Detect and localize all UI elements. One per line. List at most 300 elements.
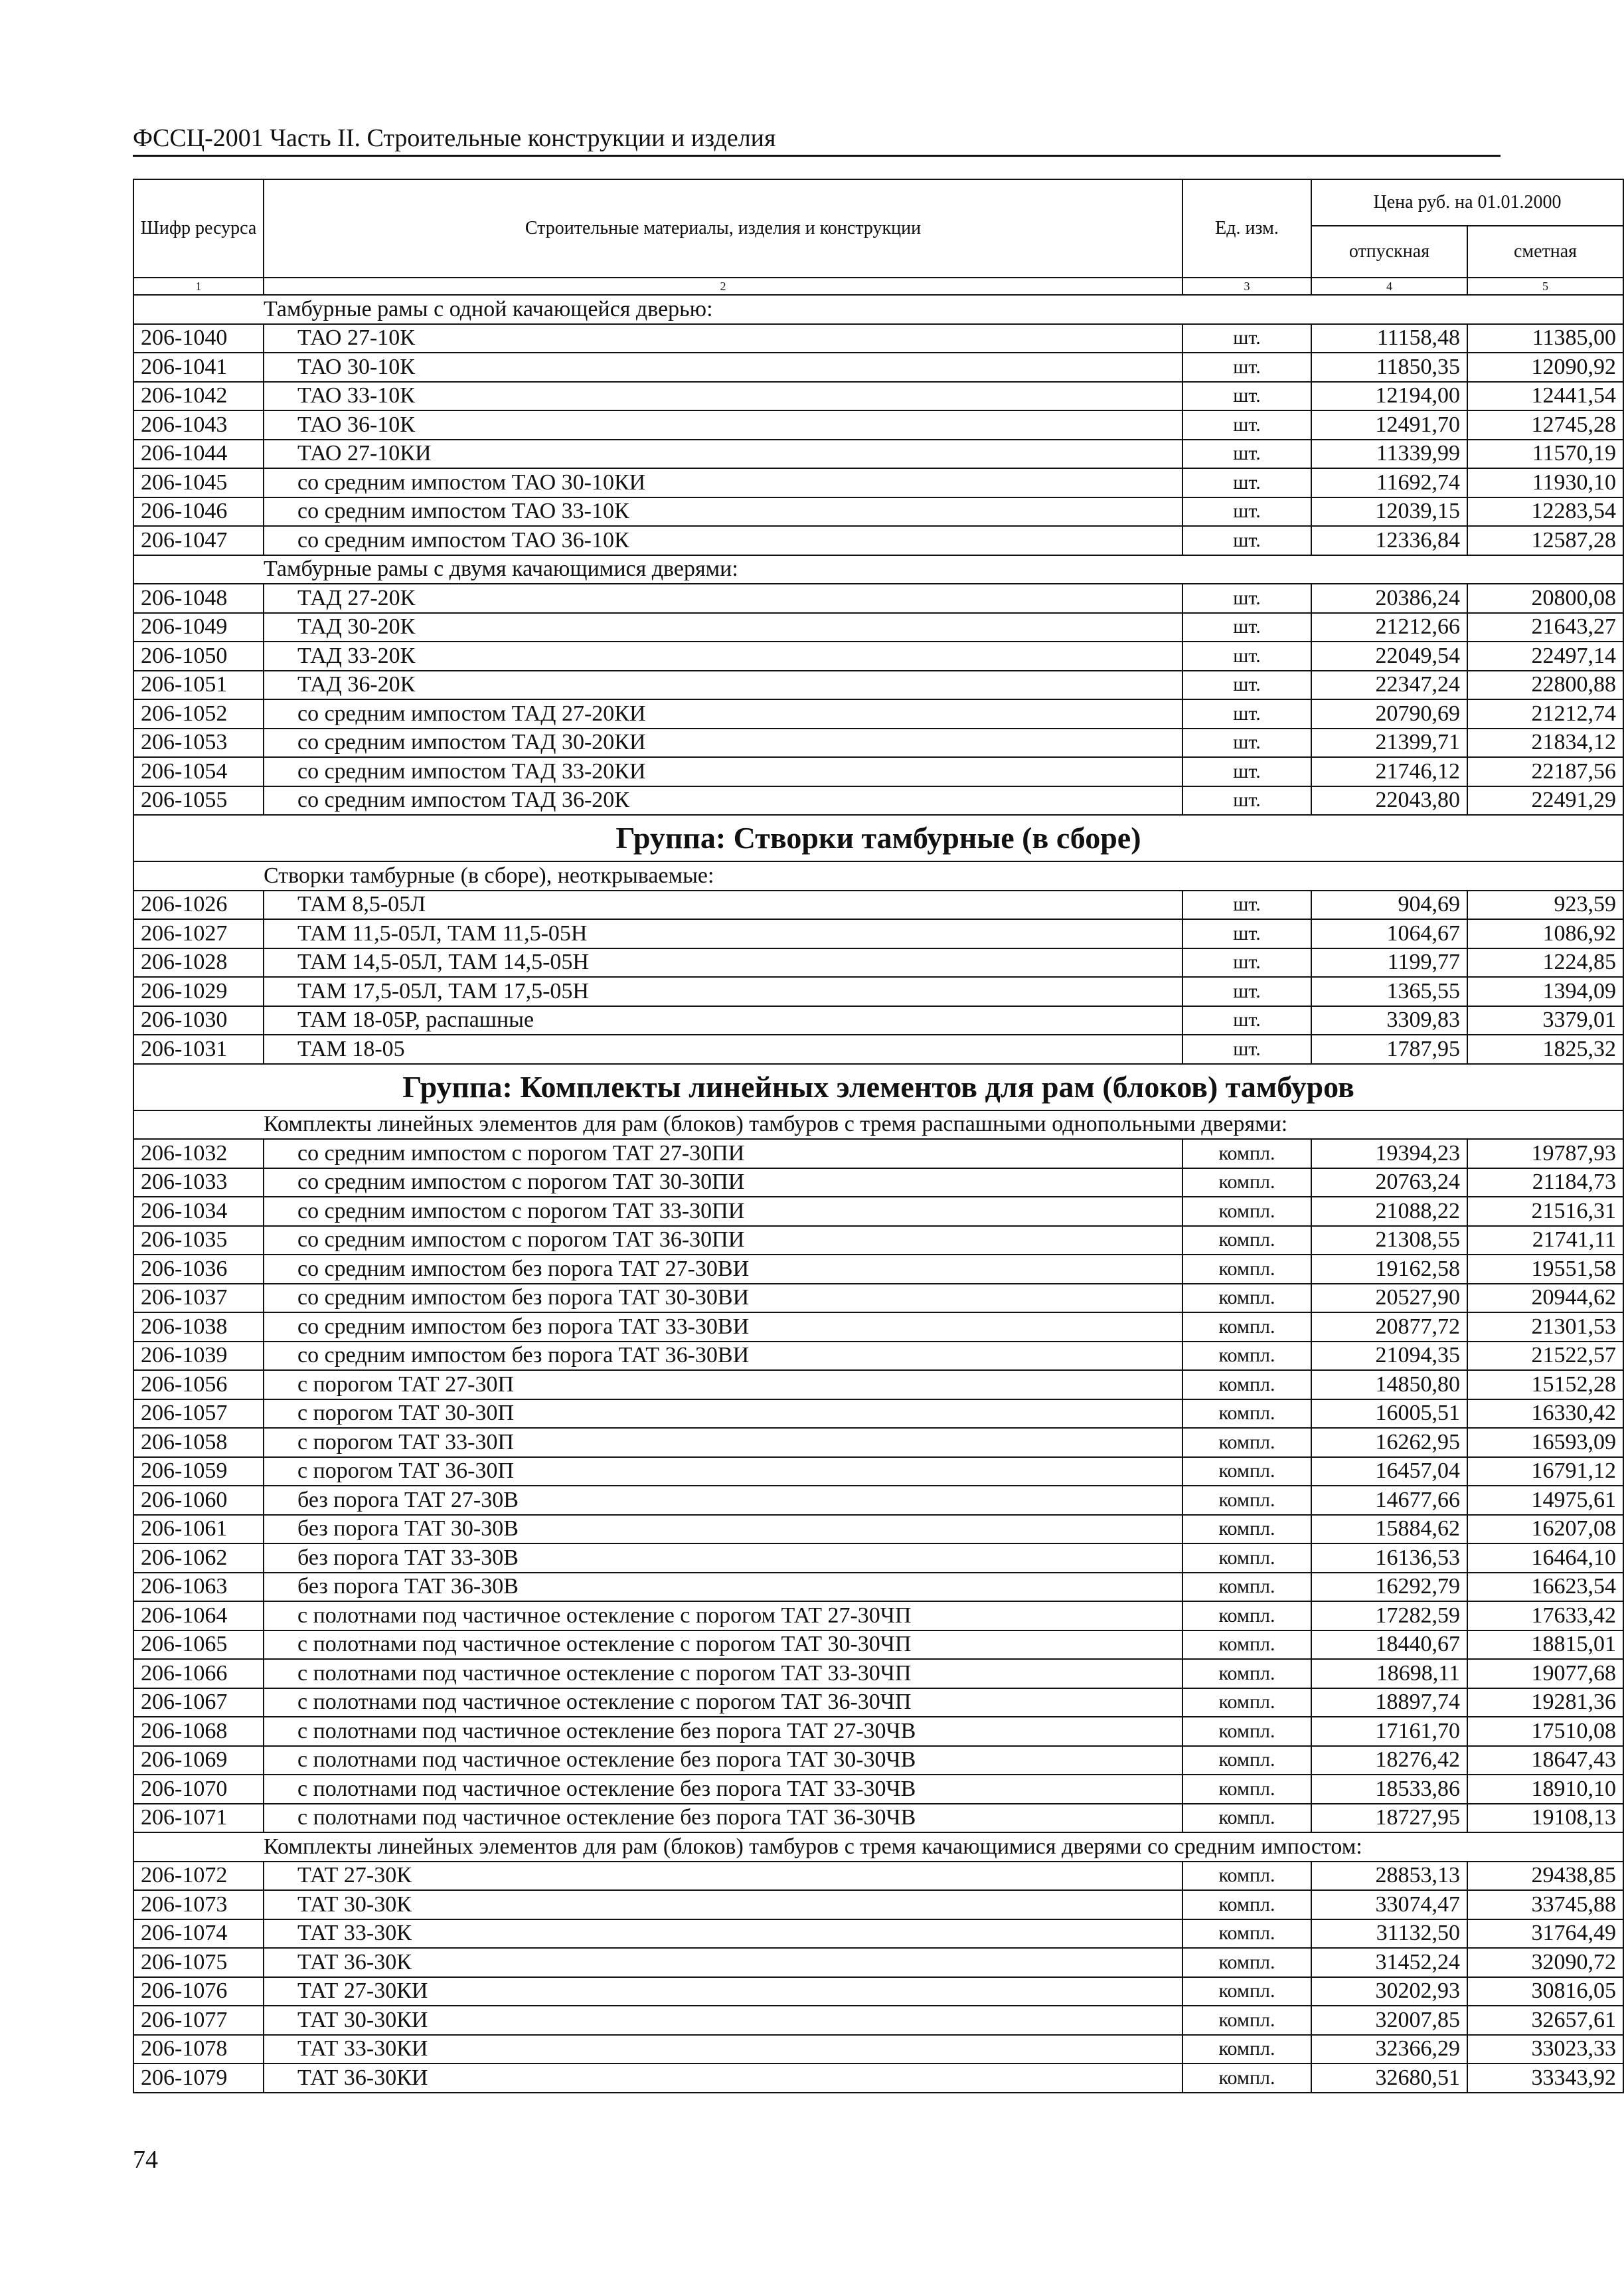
column-number: 2: [264, 278, 1182, 295]
page-number: 74: [133, 2146, 158, 2174]
estimate-price: 21516,31: [1467, 1197, 1623, 1226]
unit: шт.: [1182, 613, 1311, 642]
resource-code: 206-1071: [133, 1804, 264, 1833]
table-row: [133, 1977, 1623, 2006]
table-row: [133, 1312, 1623, 1342]
unit: компл.: [1182, 1255, 1311, 1284]
table-row: [133, 1775, 1623, 1804]
estimate-price: 33023,33: [1467, 2035, 1623, 2064]
unit: шт.: [1182, 584, 1311, 613]
unit: компл.: [1182, 1948, 1311, 1977]
unit: шт.: [1182, 919, 1311, 948]
estimate-price: 22800,88: [1467, 671, 1623, 700]
release-price: 18440,67: [1311, 1630, 1467, 1660]
unit: шт.: [1182, 382, 1311, 411]
resource-code: 206-1076: [133, 1977, 264, 2006]
resource-code: 206-1067: [133, 1688, 264, 1717]
unit: компл.: [1182, 2035, 1311, 2064]
release-price: 12039,15: [1311, 497, 1467, 527]
item-name: со средним импостом с порогом ТАТ 36-30ПИ: [264, 1226, 1182, 1255]
estimate-price: 20944,62: [1467, 1284, 1623, 1313]
resource-code: 206-1026: [133, 891, 264, 920]
resource-code: 206-1047: [133, 526, 264, 555]
release-price: 11158,48: [1311, 324, 1467, 353]
table-row: [133, 526, 1623, 555]
table-row: [133, 1601, 1623, 1630]
item-name: со средним импостом ТАО 36-10К: [264, 526, 1182, 555]
item-name: ТАО 30-10К: [264, 353, 1182, 382]
item-name: со средним импостом ТАО 33-10К: [264, 497, 1182, 527]
resource-code: 206-1063: [133, 1573, 264, 1602]
resource-code: 206-1075: [133, 1948, 264, 1977]
resource-code: 206-1053: [133, 729, 264, 758]
table-row: [133, 729, 1623, 758]
release-price: 30202,93: [1311, 1977, 1467, 2006]
release-price: 32366,29: [1311, 2035, 1467, 2064]
release-price: 19394,23: [1311, 1139, 1467, 1168]
table-row: [133, 468, 1623, 497]
unit: шт.: [1182, 977, 1311, 1006]
table-row: [133, 1255, 1623, 1284]
estimate-price: 21212,74: [1467, 699, 1623, 729]
item-name: ТАТ 33-30К: [264, 1919, 1182, 1949]
table-row: [133, 1543, 1623, 1573]
unit: компл.: [1182, 1342, 1311, 1371]
header-price: Цена руб. на 01.01.2000: [1311, 179, 1623, 226]
unit: компл.: [1182, 1688, 1311, 1717]
estimate-price: 12283,54: [1467, 497, 1623, 527]
subsection-heading-row: [133, 861, 1623, 891]
resource-code: 206-1070: [133, 1775, 264, 1804]
release-price: 16292,79: [1311, 1573, 1467, 1602]
estimate-price: 21834,12: [1467, 729, 1623, 758]
group-title: Группа: Комплекты линейных элементов для рам (блоков) тамбуров: [133, 1064, 1623, 1110]
group-title: Группа: Створки тамбурные (в сборе): [133, 815, 1623, 861]
table-row: [133, 1948, 1623, 1977]
resource-code: 206-1079: [133, 2063, 264, 2093]
resource-code: 206-1029: [133, 977, 264, 1006]
estimate-price: 19551,58: [1467, 1255, 1623, 1284]
table-row: [133, 699, 1623, 729]
release-price: 20386,24: [1311, 584, 1467, 613]
release-price: 1787,95: [1311, 1035, 1467, 1064]
release-price: 12194,00: [1311, 382, 1467, 411]
resource-code: 206-1068: [133, 1717, 264, 1746]
release-price: 18897,74: [1311, 1688, 1467, 1717]
unit: шт.: [1182, 699, 1311, 729]
release-price: 22347,24: [1311, 671, 1467, 700]
release-price: 16136,53: [1311, 1543, 1467, 1573]
unit: шт.: [1182, 526, 1311, 555]
release-price: 1064,67: [1311, 919, 1467, 948]
resource-code: 206-1037: [133, 1284, 264, 1313]
item-name: без порога ТАТ 30-30В: [264, 1515, 1182, 1544]
table-row: [133, 497, 1623, 527]
item-name: ТАО 36-10К: [264, 410, 1182, 440]
unit: компл.: [1182, 1312, 1311, 1342]
estimate-price: 14975,61: [1467, 1486, 1623, 1515]
release-price: 20527,90: [1311, 1284, 1467, 1313]
unit: компл.: [1182, 1775, 1311, 1804]
unit: шт.: [1182, 353, 1311, 382]
resource-code: 206-1044: [133, 440, 264, 469]
release-price: 21088,22: [1311, 1197, 1467, 1226]
unit: компл.: [1182, 1630, 1311, 1660]
table-row: [133, 1746, 1623, 1775]
unit: компл.: [1182, 1890, 1311, 1919]
unit: компл.: [1182, 1139, 1311, 1168]
release-price: 12491,70: [1311, 410, 1467, 440]
unit: компл.: [1182, 1717, 1311, 1746]
estimate-price: 21643,27: [1467, 613, 1623, 642]
table-row: [133, 613, 1623, 642]
resource-code: 206-1032: [133, 1139, 264, 1168]
estimate-price: 16593,09: [1467, 1428, 1623, 1457]
resource-code: 206-1060: [133, 1486, 264, 1515]
release-price: 1365,55: [1311, 977, 1467, 1006]
subsection-heading-row: [133, 555, 1623, 584]
resource-code: 206-1035: [133, 1226, 264, 1255]
resource-code: 206-1055: [133, 786, 264, 816]
empty-cell: [133, 1832, 264, 1862]
release-price: 28853,13: [1311, 1862, 1467, 1891]
unit: компл.: [1182, 1543, 1311, 1573]
estimate-price: 1224,85: [1467, 948, 1623, 978]
resource-code: 206-1038: [133, 1312, 264, 1342]
header-release-price: отпускная: [1311, 226, 1467, 278]
header-estimate-price: сметная: [1467, 226, 1623, 278]
item-name: со средним импостом ТАД 27-20КИ: [264, 699, 1182, 729]
estimate-price: 22497,14: [1467, 642, 1623, 671]
resource-code: 206-1046: [133, 497, 264, 527]
resource-code: 206-1057: [133, 1399, 264, 1429]
resource-code: 206-1045: [133, 468, 264, 497]
empty-cell: [133, 295, 264, 324]
item-name: без порога ТАТ 33-30В: [264, 1543, 1182, 1573]
empty-cell: [133, 861, 264, 891]
table-row: [133, 1573, 1623, 1602]
unit: шт.: [1182, 729, 1311, 758]
item-name: ТАТ 30-30КИ: [264, 2006, 1182, 2035]
unit: компл.: [1182, 1919, 1311, 1949]
subsection-title: Створки тамбурные (в сборе), неоткрываемые:: [264, 861, 1623, 891]
item-name: с порогом ТАТ 27-30П: [264, 1370, 1182, 1399]
table-row: [133, 1457, 1623, 1486]
table-row: [133, 1226, 1623, 1255]
release-price: 904,69: [1311, 891, 1467, 920]
unit: компл.: [1182, 1486, 1311, 1515]
estimate-price: 18910,10: [1467, 1775, 1623, 1804]
resource-code: 206-1077: [133, 2006, 264, 2035]
header-name: Строительные материалы, изделия и конструкции: [264, 179, 1182, 278]
unit: шт.: [1182, 324, 1311, 353]
resource-code: 206-1042: [133, 382, 264, 411]
empty-cell: [133, 555, 264, 584]
estimate-price: 16791,12: [1467, 1457, 1623, 1486]
table-row: [133, 440, 1623, 469]
item-name: ТАТ 36-30К: [264, 1948, 1182, 1977]
item-name: со средним импостом без порога ТАТ 36-30ВИ: [264, 1342, 1182, 1371]
item-name: с полотнами под частичное остекление с порогом ТАТ 27-30ЧП: [264, 1601, 1182, 1630]
estimate-price: 1394,09: [1467, 977, 1623, 1006]
resource-code: 206-1054: [133, 757, 264, 786]
estimate-price: 19077,68: [1467, 1659, 1623, 1688]
item-name: ТАТ 33-30КИ: [264, 2035, 1182, 2064]
resource-code: 206-1050: [133, 642, 264, 671]
release-price: 11339,99: [1311, 440, 1467, 469]
item-name: со средним импостом без порога ТАТ 30-30ВИ: [264, 1284, 1182, 1313]
resource-code: 206-1051: [133, 671, 264, 700]
subsection-title: Комплекты линейных элементов для рам (блоков) тамбуров с тремя качающимися дверями со средним импостом:: [264, 1832, 1623, 1862]
resource-code: 206-1034: [133, 1197, 264, 1226]
table-row: [133, 382, 1623, 411]
column-number: 5: [1467, 278, 1623, 295]
unit: компл.: [1182, 1804, 1311, 1833]
estimate-price: 21741,11: [1467, 1226, 1623, 1255]
estimate-price: 17510,08: [1467, 1717, 1623, 1746]
item-name: ТАТ 36-30КИ: [264, 2063, 1182, 2093]
item-name: ТАО 27-10К: [264, 324, 1182, 353]
resource-code: 206-1039: [133, 1342, 264, 1371]
release-price: 19162,58: [1311, 1255, 1467, 1284]
table-row: [133, 1035, 1623, 1064]
table-row: [133, 1197, 1623, 1226]
release-price: 16457,04: [1311, 1457, 1467, 1486]
unit: шт.: [1182, 1006, 1311, 1035]
estimate-price: 32090,72: [1467, 1948, 1623, 1977]
estimate-price: 11385,00: [1467, 324, 1623, 353]
table-row: [133, 584, 1623, 613]
item-name: без порога ТАТ 27-30В: [264, 1486, 1182, 1515]
release-price: 31452,24: [1311, 1948, 1467, 1977]
estimate-price: 16464,10: [1467, 1543, 1623, 1573]
item-name: с полотнами под частичное остекление с порогом ТАТ 30-30ЧП: [264, 1630, 1182, 1660]
item-name: с полотнами под частичное остекление без порога ТАТ 30-30ЧВ: [264, 1746, 1182, 1775]
item-name: ТАМ 18-05: [264, 1035, 1182, 1064]
table-row: [133, 948, 1623, 978]
page-title: ФССЦ-2001 Часть II. Строительные конструкции и изделия: [133, 124, 776, 152]
table-row: [133, 1515, 1623, 1544]
subsection-heading-row: [133, 1832, 1623, 1862]
table-row: [133, 1370, 1623, 1399]
estimate-price: 31764,49: [1467, 1919, 1623, 1949]
table-row: [133, 1139, 1623, 1168]
estimate-price: 3379,01: [1467, 1006, 1623, 1035]
group-heading-row: [133, 815, 1623, 861]
estimate-price: 19108,13: [1467, 1804, 1623, 1833]
unit: шт.: [1182, 410, 1311, 440]
column-number: 1: [133, 278, 264, 295]
estimate-price: 16207,08: [1467, 1515, 1623, 1544]
table-row: [133, 2006, 1623, 2035]
estimate-price: 12745,28: [1467, 410, 1623, 440]
estimate-price: 30816,05: [1467, 1977, 1623, 2006]
release-price: 22049,54: [1311, 642, 1467, 671]
column-number: 4: [1311, 278, 1467, 295]
item-name: с полотнами под частичное остекление без порога ТАТ 33-30ЧВ: [264, 1775, 1182, 1804]
release-price: 11692,74: [1311, 468, 1467, 497]
estimate-price: 20800,08: [1467, 584, 1623, 613]
item-name: ТАО 33-10К: [264, 382, 1182, 411]
estimate-price: 17633,42: [1467, 1601, 1623, 1630]
release-price: 17161,70: [1311, 1717, 1467, 1746]
item-name: ТАМ 18-05Р, распашные: [264, 1006, 1182, 1035]
unit: компл.: [1182, 1428, 1311, 1457]
unit: компл.: [1182, 1399, 1311, 1429]
resource-code: 206-1066: [133, 1659, 264, 1688]
unit: шт.: [1182, 671, 1311, 700]
resource-code: 206-1036: [133, 1255, 264, 1284]
unit: компл.: [1182, 1226, 1311, 1255]
release-price: 17282,59: [1311, 1601, 1467, 1630]
table-row: [133, 2063, 1623, 2093]
unit: шт.: [1182, 642, 1311, 671]
estimate-price: 21301,53: [1467, 1312, 1623, 1342]
table-header-row: [133, 179, 1623, 226]
resource-code: 206-1027: [133, 919, 264, 948]
table-row: [133, 324, 1623, 353]
item-name: со средним импостом с порогом ТАТ 33-30ПИ: [264, 1197, 1182, 1226]
table-row: [133, 1428, 1623, 1457]
release-price: 16262,95: [1311, 1428, 1467, 1457]
resource-code: 206-1072: [133, 1862, 264, 1891]
subsection-title: Тамбурные рамы с одной качающейся дверью:: [264, 295, 1623, 324]
unit: компл.: [1182, 2063, 1311, 2093]
release-price: 21094,35: [1311, 1342, 1467, 1371]
release-price: 32680,51: [1311, 2063, 1467, 2093]
table-row: [133, 1006, 1623, 1035]
estimate-price: 16330,42: [1467, 1399, 1623, 1429]
resource-code: 206-1061: [133, 1515, 264, 1544]
estimate-price: 11570,19: [1467, 440, 1623, 469]
estimate-price: 11930,10: [1467, 468, 1623, 497]
resource-code: 206-1073: [133, 1890, 264, 1919]
unit: компл.: [1182, 1977, 1311, 2006]
item-name: со средним импостом без порога ТАТ 27-30ВИ: [264, 1255, 1182, 1284]
table-row: [133, 1399, 1623, 1429]
subsection-title: Комплекты линейных элементов для рам (блоков) тамбуров с тремя распашными однопольными дверями:: [264, 1110, 1623, 1140]
empty-cell: [133, 1110, 264, 1140]
estimate-price: 22491,29: [1467, 786, 1623, 816]
table-row: [133, 1486, 1623, 1515]
release-price: 14850,80: [1311, 1370, 1467, 1399]
unit: компл.: [1182, 1746, 1311, 1775]
unit: шт.: [1182, 891, 1311, 920]
resource-code: 206-1069: [133, 1746, 264, 1775]
unit: компл.: [1182, 1284, 1311, 1313]
item-name: со средним импостом ТАД 30-20КИ: [264, 729, 1182, 758]
unit: компл.: [1182, 1573, 1311, 1602]
resource-code: 206-1065: [133, 1630, 264, 1660]
release-price: 21399,71: [1311, 729, 1467, 758]
resource-code: 206-1040: [133, 324, 264, 353]
estimate-price: 12090,92: [1467, 353, 1623, 382]
release-price: 11850,35: [1311, 353, 1467, 382]
estimate-price: 1825,32: [1467, 1035, 1623, 1064]
release-price: 3309,83: [1311, 1006, 1467, 1035]
release-price: 15884,62: [1311, 1515, 1467, 1544]
estimate-price: 33745,88: [1467, 1890, 1623, 1919]
item-name: ТАД 36-20К: [264, 671, 1182, 700]
header-code: Шифр ресурса: [133, 179, 264, 278]
release-price: 21308,55: [1311, 1226, 1467, 1255]
resource-code: 206-1031: [133, 1035, 264, 1064]
item-name: ТАО 27-10КИ: [264, 440, 1182, 469]
item-name: ТАД 30-20К: [264, 613, 1182, 642]
resource-code: 206-1052: [133, 699, 264, 729]
release-price: 20877,72: [1311, 1312, 1467, 1342]
table-body: [133, 295, 1623, 2093]
estimate-price: 33343,92: [1467, 2063, 1623, 2093]
table-row: [133, 353, 1623, 382]
unit: шт.: [1182, 757, 1311, 786]
item-name: с порогом ТАТ 33-30П: [264, 1428, 1182, 1457]
table-row: [133, 1168, 1623, 1197]
resource-code: 206-1056: [133, 1370, 264, 1399]
release-price: 20790,69: [1311, 699, 1467, 729]
estimate-price: 12587,28: [1467, 526, 1623, 555]
release-price: 18533,86: [1311, 1775, 1467, 1804]
release-price: 12336,84: [1311, 526, 1467, 555]
price-table: [133, 179, 1624, 2093]
subsection-title: Тамбурные рамы с двумя качающимися дверями:: [264, 555, 1623, 584]
item-name: со средним импостом ТАО 30-10КИ: [264, 468, 1182, 497]
table-row: [133, 671, 1623, 700]
table-row: [133, 1804, 1623, 1833]
column-numbers-row: [133, 278, 1623, 295]
table-row: [133, 977, 1623, 1006]
estimate-price: 16623,54: [1467, 1573, 1623, 1602]
item-name: ТАТ 27-30К: [264, 1862, 1182, 1891]
unit: шт.: [1182, 497, 1311, 527]
unit: компл.: [1182, 1370, 1311, 1399]
item-name: с полотнами под частичное остекление без порога ТАТ 36-30ЧВ: [264, 1804, 1182, 1833]
resource-code: 206-1048: [133, 584, 264, 613]
item-name: ТАД 27-20К: [264, 584, 1182, 613]
release-price: 31132,50: [1311, 1919, 1467, 1949]
resource-code: 206-1074: [133, 1919, 264, 1949]
item-name: ТАТ 27-30КИ: [264, 1977, 1182, 2006]
estimate-price: 22187,56: [1467, 757, 1623, 786]
unit: шт.: [1182, 468, 1311, 497]
group-heading-row: [133, 1064, 1623, 1110]
release-price: 16005,51: [1311, 1399, 1467, 1429]
release-price: 21212,66: [1311, 613, 1467, 642]
item-name: со средним импостом с порогом ТАТ 27-30ПИ: [264, 1139, 1182, 1168]
item-name: ТАТ 30-30К: [264, 1890, 1182, 1919]
release-price: 22043,80: [1311, 786, 1467, 816]
resource-code: 206-1041: [133, 353, 264, 382]
subsection-heading-row: [133, 1110, 1623, 1140]
unit: компл.: [1182, 1197, 1311, 1226]
unit: компл.: [1182, 1601, 1311, 1630]
item-name: со средним импостом с порогом ТАТ 30-30ПИ: [264, 1168, 1182, 1197]
item-name: без порога ТАТ 36-30В: [264, 1573, 1182, 1602]
item-name: с полотнами под частичное остекление без порога ТАТ 27-30ЧВ: [264, 1717, 1182, 1746]
release-price: 21746,12: [1311, 757, 1467, 786]
release-price: 1199,77: [1311, 948, 1467, 978]
release-price: 14677,66: [1311, 1486, 1467, 1515]
resource-code: 206-1078: [133, 2035, 264, 2064]
estimate-price: 15152,28: [1467, 1370, 1623, 1399]
resource-code: 206-1030: [133, 1006, 264, 1035]
subsection-heading-row: [133, 295, 1623, 324]
column-number: 3: [1182, 278, 1311, 295]
release-price: 18276,42: [1311, 1746, 1467, 1775]
unit: шт.: [1182, 1035, 1311, 1064]
estimate-price: 1086,92: [1467, 919, 1623, 948]
release-price: 20763,24: [1311, 1168, 1467, 1197]
